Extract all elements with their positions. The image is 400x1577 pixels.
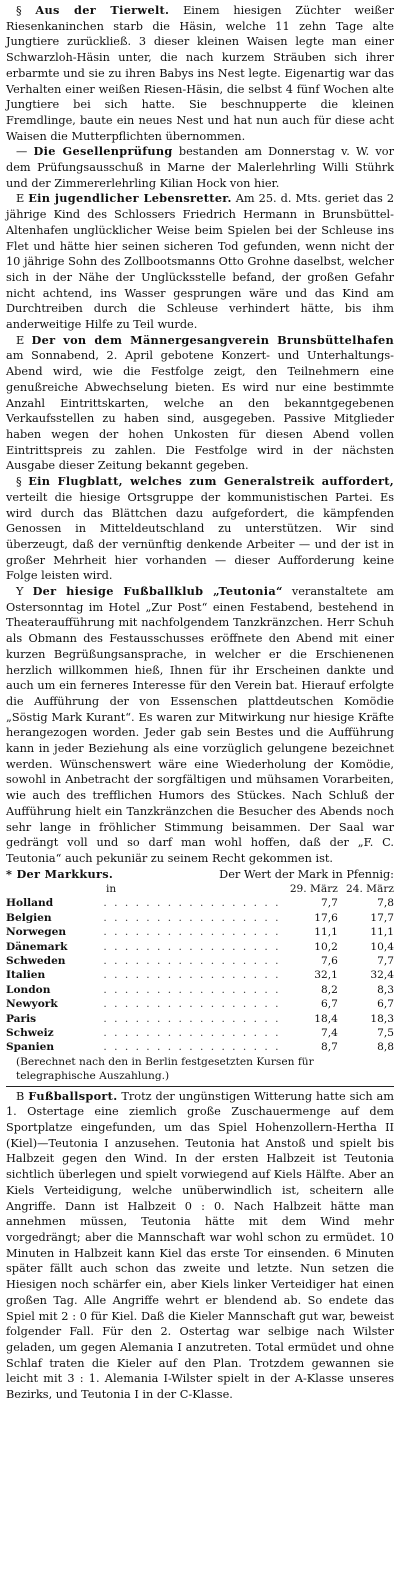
value-29-maerz: 17,6 bbox=[314, 911, 338, 924]
leader-dots: . . . . . . . . . . . . . . . . . bbox=[103, 1012, 281, 1025]
value-29-maerz: 10,2 bbox=[314, 940, 338, 953]
country-cell: Paris bbox=[6, 1012, 37, 1025]
article-teutonia bbox=[6, 584, 394, 867]
article-fussballsport bbox=[6, 1089, 394, 1403]
leader-dots: . . . . . . . . . . . . . . . . . bbox=[103, 1041, 281, 1054]
table-row bbox=[6, 1040, 394, 1054]
article-heading: Ein Flugblatt, welches zum Generalstreik auffordert, bbox=[28, 474, 394, 489]
divider bbox=[6, 1086, 394, 1087]
table-row bbox=[6, 1026, 394, 1040]
value-24-maerz: 10,4 bbox=[370, 940, 394, 953]
article-body: bestanden am Donnerstag v. W. vor dem Prüfungsausschuß in Marne der Malerlehrling Willi Stührk und der Zimmererlehrling Kilian Hock von hier. bbox=[6, 145, 394, 190]
leader-dots: . . . . . . . . . . . . . . . . . bbox=[103, 1027, 281, 1040]
section-mark: — bbox=[16, 145, 28, 159]
markkurs-heading bbox=[6, 867, 113, 883]
country-cell: London bbox=[6, 983, 51, 996]
value-29-maerz: 7,7 bbox=[320, 897, 338, 910]
value-24-maerz: 8,8 bbox=[377, 1041, 394, 1054]
country-cell: Norwegen bbox=[6, 926, 67, 939]
country-cell: Schweiz bbox=[6, 1027, 54, 1040]
section-mark: § bbox=[16, 475, 22, 489]
section-mark: B bbox=[16, 1089, 25, 1103]
country-cell: Schweden bbox=[6, 955, 66, 967]
table-row bbox=[6, 940, 394, 954]
value-24-maerz: 18,3 bbox=[370, 1012, 394, 1025]
value-29-maerz: 8,7 bbox=[320, 1041, 338, 1054]
column-header-29-maerz: 29. März bbox=[289, 883, 338, 896]
value-24-maerz: 6,7 bbox=[377, 998, 394, 1011]
article-body: am Sonnabend, 2. April gebotene Konzert- und Unterhaltungs-Abend wird, wie die Festfolge zeigt, den Teilnehmern eine genußreiche Abwechselung bieten. Es wird nur eine bestimmte Anzahl Eintrittskarten, welche an den bekanntgegebenen Verkaufsstellen zu haben sind, ausgegeben. Passive Mitglieder haben wegen der hohen Unkosten für diesen Abend vollen Eintrittspreis zu zahlen. Die Festfolge wird in der nächsten Ausgabe dieser Zeitung bekannt gegeben. bbox=[6, 349, 394, 473]
value-24-maerz: 11,1 bbox=[370, 926, 394, 939]
section-mark: E bbox=[16, 333, 25, 347]
article-flugblatt bbox=[6, 474, 394, 584]
article-heading: Die Gesellenprüfung bbox=[33, 144, 173, 159]
markkurs-note: (Berechnet nach den in Berlin festgesetzten Kursen für telegraphische Auszahlung.) bbox=[16, 1055, 314, 1083]
value-29-maerz: 18,4 bbox=[314, 1012, 338, 1025]
article-heading: Aus der Tierwelt. bbox=[35, 3, 170, 17]
article-body: veranstaltete am Ostersonntag im Hotel „Zur Post“ einen Festabend, bestehend in Theateraufführung mit nachfolgendem Tanzkränzchen. Herr Schuh als Obmann des Festausschusses eröffnete den Abend mit einer kurzen Begrüßungsansprache, in welcher er die Erschienenen herzlich willkommen hieß, Ihnen für ihr Erscheinen dankte und auch um ein ferneres Interesse für den Verein bat. Hierauf erfolgte die Aufführung der von Essenschen plattdeutschen Komödie „Söstig Mark Kurant“. Es waren zur Mitwirkung nur hiesige Kräfte herangezogen worden. Jeder gab sein Bestes und die Aufführung kann in jeder Beziehung als eine vorzüglich gelungene bezeichnet werden. Wünschenswert wäre eine Wiederholung der Komödie, sowohl in Anbetracht der sorgfältigen und mühsamen Vorarbeiten, wie auch des trefflichen Humors des Stückes. Nach Schluß der Aufführung hielt ein Tanzkränzchen die Besucher des Abends noch sehr lange in fröhlicher Stimmung beisammen. Der Saal war gedrängt voll und so darf man wohl hoffen, daß der „F. C. Teutonia“ auch pekuniär zu seinem Recht gekommen ist. bbox=[6, 585, 395, 865]
leader-dots: . . . . . . . . . . . . . . . . . bbox=[103, 897, 281, 910]
markkurs-section bbox=[6, 867, 394, 1084]
section-mark: E bbox=[16, 192, 25, 206]
markkurs-title: Der Markkurs. bbox=[16, 866, 114, 881]
value-24-maerz: 8,3 bbox=[377, 983, 394, 996]
article-maennergesang bbox=[6, 333, 394, 474]
table-row bbox=[6, 968, 394, 982]
country-cell: Belgien bbox=[6, 911, 52, 924]
section-mark: Y bbox=[16, 585, 24, 599]
value-24-maerz: 7,7 bbox=[377, 955, 394, 967]
column-header-in: in bbox=[106, 883, 117, 896]
value-24-maerz: 17,7 bbox=[370, 911, 394, 924]
article-body: verteilt die hiesige Ortsgruppe der kommunistischen Partei. Es wird durch das Blättchen dazu aufgefordert, die kämpfenden Genossen in Mitteldeutschland zu unterstützen. Wir sind überzeugt, daß der vernünftig denkende Arbeiter — und der ist in großer Mehrheit hier vorhanden — dieser Aufforderung keine Folge leisten wird. bbox=[6, 490, 394, 583]
markkurs-subtitle: Der Wert der Mark in Pfennig: bbox=[219, 867, 394, 881]
article-gesellenpruefung bbox=[6, 144, 394, 191]
article-body: Am 25. d. Mts. geriet das 2 jährige Kind des Schlossers Friedrich Hermann in Brunsbüttel-Altenhafen unglücklicher Weise beim Spielen bei der Schleuse ins Flet und hätte hier seinen sicheren Tod gefunden, wenn nicht der 10 jährige Sohn des Zollbootsmanns Otto Grohne daselbst, welcher sich in der Nähe der Unglücksstelle befand, der großen Gefahr nicht achtend, ins Wasser gesprungen wäre und das Kind am Durchtreiben durch die Schleuse verhindert hätte, bis ihm anderweitige Hilfe zu Teil wurde. bbox=[6, 192, 395, 332]
value-29-maerz: 6,7 bbox=[320, 998, 338, 1011]
table-header-row bbox=[6, 882, 394, 896]
leader-dots: . . . . . . . . . . . . . . . . . bbox=[103, 926, 281, 939]
country-cell: Holland bbox=[6, 897, 54, 910]
section-mark: * bbox=[6, 866, 13, 881]
value-29-maerz: 7,6 bbox=[320, 955, 338, 967]
article-heading: Der hiesige Fußballklub „Teutonia“ bbox=[32, 584, 283, 599]
article-tierwelt bbox=[6, 3, 394, 144]
article-heading: Fußballsport. bbox=[28, 1088, 118, 1103]
markkurs-title-row bbox=[6, 867, 394, 883]
leader-dots: . . . . . . . . . . . . . . . . . bbox=[103, 955, 281, 967]
leader-dots: . . . . . . . . . . . . . . . . . bbox=[103, 911, 281, 924]
value-24-maerz: 32,4 bbox=[370, 969, 394, 982]
table-row bbox=[6, 896, 394, 910]
markkurs-table bbox=[6, 882, 394, 1054]
table-row bbox=[6, 954, 394, 968]
value-29-maerz: 32,1 bbox=[314, 969, 338, 982]
article-heading: Ein jugendlicher Lebensretter. bbox=[28, 191, 232, 206]
article-lebensretter bbox=[6, 191, 394, 332]
leader-dots: . . . . . . . . . . . . . . . . . bbox=[103, 983, 281, 996]
table-row bbox=[6, 911, 394, 925]
leader-dots: . . . . . . . . . . . . . . . . . bbox=[103, 940, 281, 953]
article-body: Trotz der ungünstigen Witterung hatte sich am 1. Ostertage eine ziemlich große Zuschauermenge auf dem Sportplatze eingefunden, um das Spiel Hohenzollern-Hertha II (Kiel)—Teutonia I anzusehen. Teutonia hat Anstoß und spielt bis Halbzeit gegen den Wind. In der ersten Halbzeit ist Teutonia sichtlich überlegen und spielt vorwiegend auf Kiels Hälfte. Aber an Kiels Verteidigung, welche unüberwindlich ist, scheitern alle Angriffe. Dann ist Halbzeit 0 : 0. Nach Halbzeit hätte man annehmen müssen, Teutonia hätte mit dem Wind mehr vorgedrängt; aber die Mannschaft war wohl schon zu ermüdet. 10 Minuten in Halbzeit kann Kiel das erste Tor einsenden. 6 Minuten später fällt auch schon das zweite und letzte. Nun setzen die Hiesigen noch schärfer ein, aber Kiels linker Verteidiger hat einen großen Tag. Alle Angriffe wehrt er blendend ab. So endete das Spiel mit 2 : 0 für Kiel. Daß die Kieler Mannschaft gut war, beweist folgender Fall. Für den 2. Ostertag war selbige nach Wilster geladen, um gegen Alemania I anzutreten. Total ermüdet und ohne Schlaf traten die Kieler auf den Plan. Trotzdem gewannen sie leicht mit 3 : 1. Alemania I-Wilster spielt in der A-Klasse unseres Bezirks, und Teutonia I in der C-Klasse. bbox=[6, 1089, 394, 1402]
table-row bbox=[6, 1012, 394, 1026]
table-row bbox=[6, 983, 394, 997]
country-cell: Dänemark bbox=[6, 940, 68, 953]
value-24-maerz: 7,5 bbox=[377, 1027, 394, 1040]
article-body: Einem hiesigen Züchter weißer Riesenkaninchen starb die Häsin, welche 11 zehn Tage alte Jungtiere zurückließ. 3 dieser kleinen Waisen legte man einer Schwarzloh-Häsin unter, die nach kurzem Sträuben sich ihrer erbarmte und sie zu ihren Babys ins Nest legte. Eigenartig war das Verhalten einer weißen Riesen-Häsin, die selbst 4 fünf Wochen alte Jungtiere bei sich hatte. Sie beschnupperte die kleinen Fremdlinge, baute ein neues Nest und hat nun auch für diese acht Waisen die Mutterpflichten übernommen. bbox=[6, 4, 395, 143]
table-row bbox=[6, 997, 394, 1011]
table-row bbox=[6, 925, 394, 939]
value-29-maerz: 11,1 bbox=[314, 926, 338, 939]
country-cell: Newyork bbox=[6, 998, 58, 1011]
country-cell: Italien bbox=[6, 969, 46, 982]
newspaper-column bbox=[6, 3, 394, 1403]
leader-dots: . . . . . . . . . . . . . . . . . bbox=[103, 969, 281, 982]
column-header-24-maerz: 24. März bbox=[345, 883, 394, 896]
value-24-maerz: 7,8 bbox=[377, 897, 394, 910]
leader-dots: . . . . . . . . . . . . . . . . . bbox=[103, 998, 281, 1011]
country-cell: Spanien bbox=[6, 1041, 55, 1054]
article-heading: Der von dem Männergesangverein Brunsbüttelhafen bbox=[31, 332, 394, 347]
value-29-maerz: 8,2 bbox=[320, 983, 338, 996]
section-mark: § bbox=[16, 4, 22, 17]
value-29-maerz: 7,4 bbox=[320, 1027, 338, 1040]
